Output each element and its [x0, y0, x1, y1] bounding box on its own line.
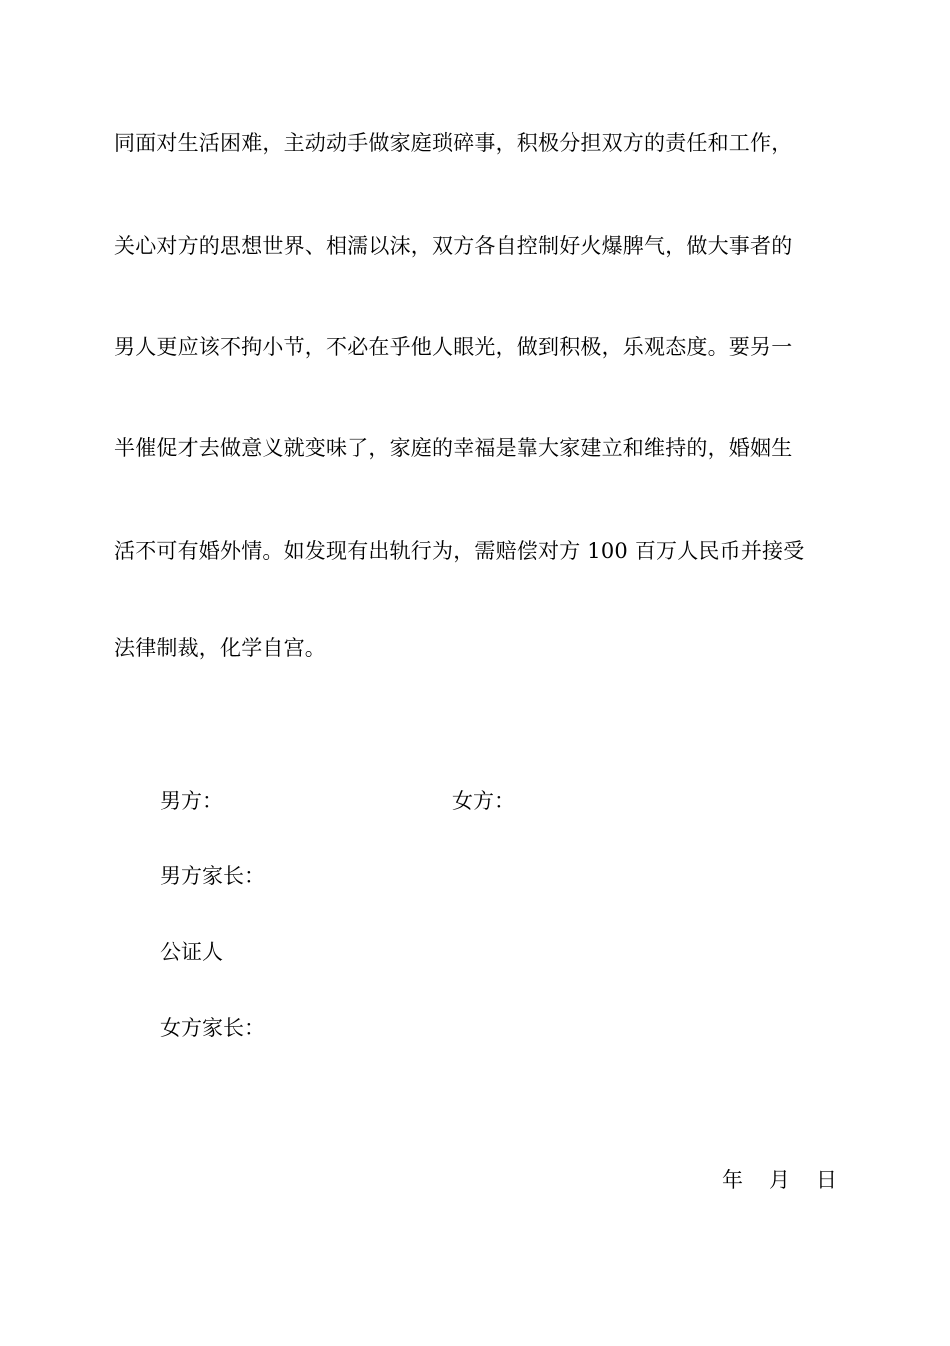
- date-line: [722, 1166, 837, 1194]
- notary-signature-label: 公证人: [160, 940, 223, 964]
- date-year-label: 年: [722, 1168, 743, 1192]
- agreement-line-4: 半催促才去做意义就变味了，家庭的幸福是靠大家建立和维持的，婚姻生: [114, 436, 793, 460]
- agreement-line-3: 男人更应该不拘小节，不必在乎他人眼光，做到积极，乐观态度。要另一: [114, 335, 793, 359]
- female-parent-signature-label: 女方家长：: [160, 1016, 265, 1040]
- agreement-line-6: 法律制裁，化学自宫。: [114, 636, 326, 660]
- agreement-line-2: 关心对方的思想世界、相濡以沫，双方各自控制好火爆脾气，做大事者的: [114, 234, 793, 258]
- female-signature-label: 女方：: [452, 789, 515, 813]
- male-parent-signature-label: 男方家长：: [160, 864, 265, 888]
- male-signature-label: 男方：: [160, 789, 223, 813]
- date-day-label: 日: [816, 1168, 837, 1192]
- date-month-label: 月: [769, 1168, 790, 1192]
- agreement-line-1: 同面对生活困难，主动动手做家庭琐碎事，积极分担双方的责任和工作，: [114, 131, 793, 155]
- agreement-line-5: 活不可有婚外情。如发现有出轨行为，需赔偿对方 100 百万人民币并接受: [114, 539, 805, 563]
